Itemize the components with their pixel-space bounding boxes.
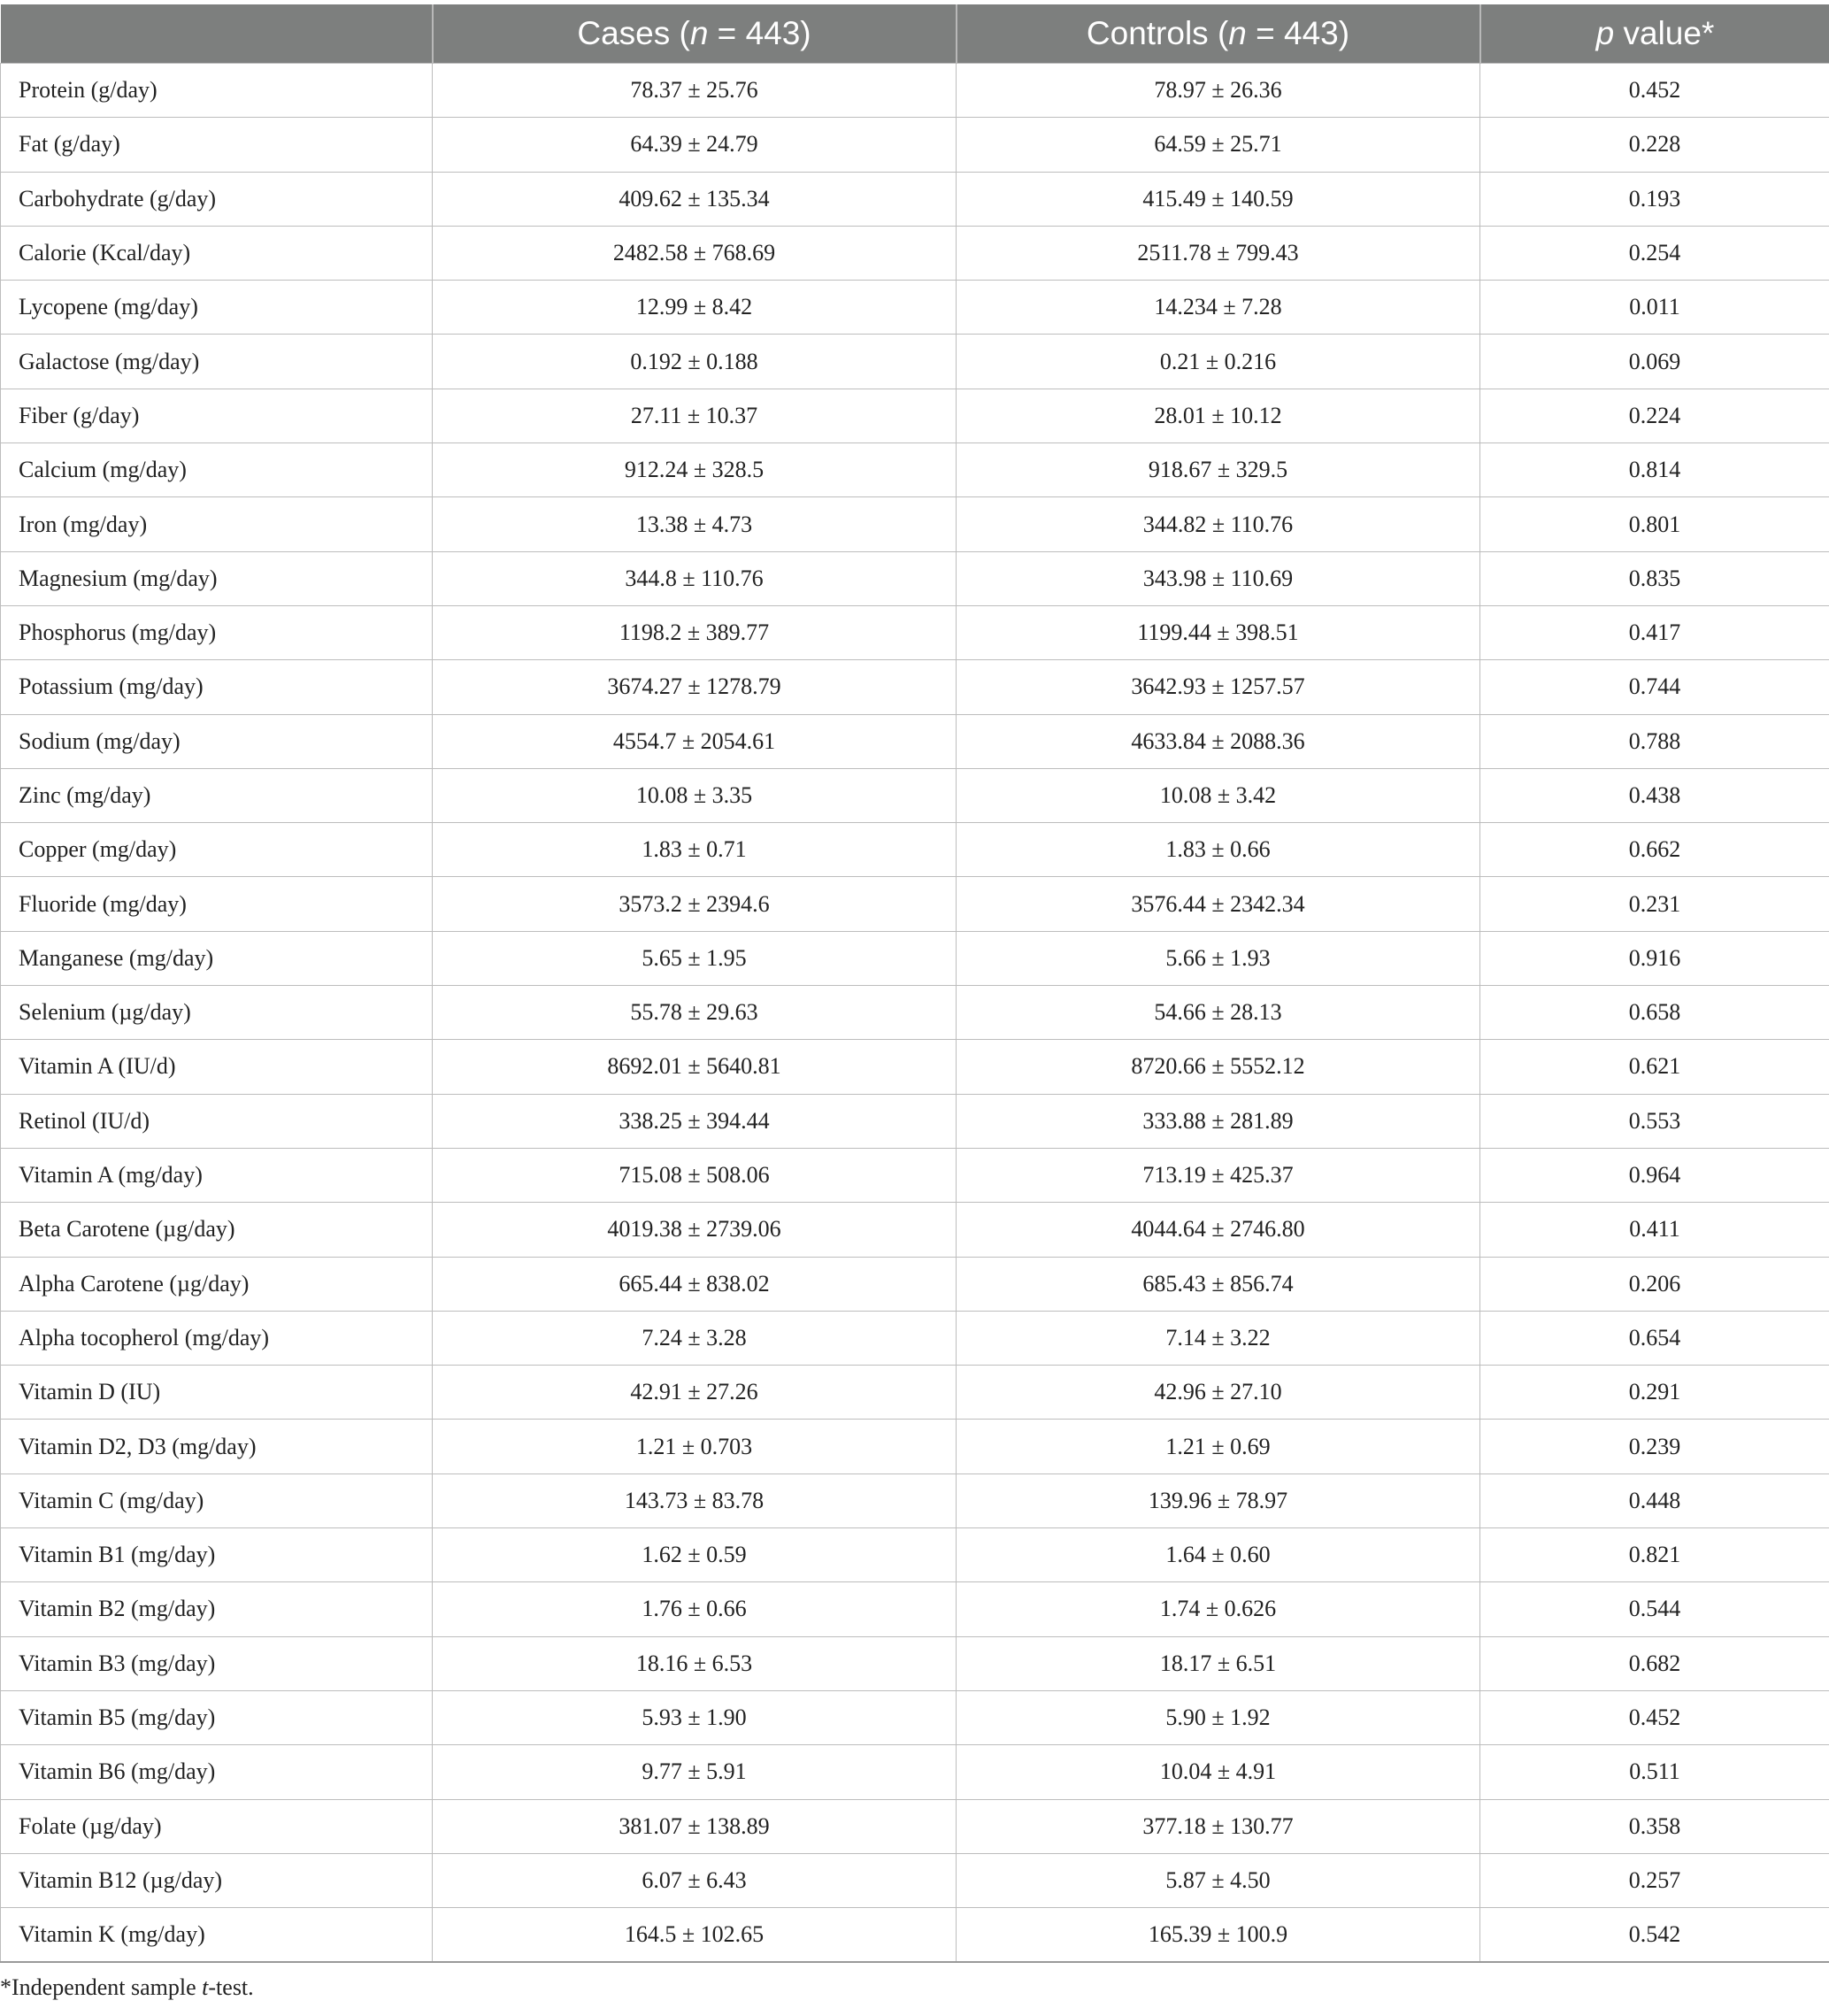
cases-value-cell: 10.08 ± 3.35 — [433, 768, 957, 822]
table-footnote: *Independent sample t-test. — [0, 1974, 254, 2000]
cases-value-cell: 3573.2 ± 2394.6 — [433, 877, 957, 931]
controls-value-cell: 918.67 ± 329.5 — [957, 443, 1480, 497]
header-cases: Cases (n = 443) — [433, 4, 957, 64]
nutrient-cell: Vitamin A (IU/d) — [1, 1040, 433, 1094]
table-row — [1, 1148, 1829, 1202]
nutrient-cell: Copper (mg/day) — [1, 823, 433, 877]
table-row — [1, 768, 1829, 822]
cases-value-cell: 2482.58 ± 768.69 — [433, 226, 957, 280]
table-row — [1, 1636, 1829, 1690]
p-value-cell: 0.654 — [1480, 1311, 1829, 1365]
table-row — [1, 497, 1829, 551]
p-value-cell: 0.254 — [1480, 226, 1829, 280]
controls-value-cell: 42.96 ± 27.10 — [957, 1366, 1480, 1420]
table-row — [1, 1690, 1829, 1744]
cases-value-cell: 3674.27 ± 1278.79 — [433, 660, 957, 714]
p-value-cell: 0.964 — [1480, 1148, 1829, 1202]
table-row — [1, 605, 1829, 659]
cases-value-cell: 1.62 ± 0.59 — [433, 1528, 957, 1582]
controls-value-cell: 4633.84 ± 2088.36 — [957, 714, 1480, 768]
cases-value-cell: 1198.2 ± 389.77 — [433, 605, 957, 659]
controls-value-cell: 333.88 ± 281.89 — [957, 1094, 1480, 1148]
nutrient-cell: Vitamin D2, D3 (mg/day) — [1, 1420, 433, 1474]
table-row — [1, 551, 1829, 605]
controls-value-cell: 1.21 ± 0.69 — [957, 1420, 1480, 1474]
table-row — [1, 226, 1829, 280]
nutrient-intake-table — [0, 4, 1829, 1963]
p-value-cell: 0.452 — [1480, 64, 1829, 118]
table-row — [1, 1366, 1829, 1420]
table-row — [1, 660, 1829, 714]
controls-value-cell: 713.19 ± 425.37 — [957, 1148, 1480, 1202]
cases-value-cell: 7.24 ± 3.28 — [433, 1311, 957, 1365]
table-row — [1, 1799, 1829, 1853]
nutrient-cell: Fluoride (mg/day) — [1, 877, 433, 931]
nutrient-cell: Phosphorus (mg/day) — [1, 605, 433, 659]
p-value-cell: 0.448 — [1480, 1474, 1829, 1527]
table-row — [1, 1745, 1829, 1799]
table-row — [1, 931, 1829, 985]
controls-value-cell: 1.83 ± 0.66 — [957, 823, 1480, 877]
cases-value-cell: 715.08 ± 508.06 — [433, 1148, 957, 1202]
p-value-cell: 0.744 — [1480, 660, 1829, 714]
p-value-cell: 0.239 — [1480, 1420, 1829, 1474]
p-value-cell: 0.801 — [1480, 497, 1829, 551]
table-row — [1, 1203, 1829, 1257]
controls-value-cell: 377.18 ± 130.77 — [957, 1799, 1480, 1853]
p-value-cell: 0.193 — [1480, 172, 1829, 226]
nutrient-cell: Vitamin D (IU) — [1, 1366, 433, 1420]
nutrient-cell: Fiber (g/day) — [1, 389, 433, 442]
nutrient-cell: Alpha Carotene (µg/day) — [1, 1257, 433, 1311]
table-row — [1, 1311, 1829, 1365]
cases-value-cell: 912.24 ± 328.5 — [433, 443, 957, 497]
controls-value-cell: 1.64 ± 0.60 — [957, 1528, 1480, 1582]
p-value-cell: 0.821 — [1480, 1528, 1829, 1582]
nutrient-cell: Protein (g/day) — [1, 64, 433, 118]
nutrient-cell: Vitamin A (mg/day) — [1, 1148, 433, 1202]
table-row — [1, 1474, 1829, 1527]
nutrient-cell: Galactose (mg/day) — [1, 335, 433, 389]
header-controls: Controls (n = 443) — [957, 4, 1480, 64]
cases-value-cell: 9.77 ± 5.91 — [433, 1745, 957, 1799]
nutrient-cell: Calcium (mg/day) — [1, 443, 433, 497]
nutrient-cell: Beta Carotene (µg/day) — [1, 1203, 433, 1257]
nutrient-cell: Fat (g/day) — [1, 118, 433, 172]
cases-value-cell: 6.07 ± 6.43 — [433, 1853, 957, 1907]
cases-value-cell: 1.76 ± 0.66 — [433, 1582, 957, 1636]
table-row — [1, 877, 1829, 931]
controls-value-cell: 10.08 ± 3.42 — [957, 768, 1480, 822]
table-row — [1, 1528, 1829, 1582]
nutrient-cell: Vitamin B6 (mg/day) — [1, 1745, 433, 1799]
p-value-cell: 0.417 — [1480, 605, 1829, 659]
cases-value-cell: 1.21 ± 0.703 — [433, 1420, 957, 1474]
table-row — [1, 823, 1829, 877]
nutrient-cell: Zinc (mg/day) — [1, 768, 433, 822]
controls-value-cell: 2511.78 ± 799.43 — [957, 226, 1480, 280]
table-row — [1, 443, 1829, 497]
cases-value-cell: 27.11 ± 10.37 — [433, 389, 957, 442]
nutrient-cell: Retinol (IU/d) — [1, 1094, 433, 1148]
p-value-cell: 0.011 — [1480, 281, 1829, 335]
header-p-value: p value* — [1480, 4, 1829, 64]
table-row — [1, 1094, 1829, 1148]
nutrient-cell: Iron (mg/day) — [1, 497, 433, 551]
cases-value-cell: 12.99 ± 8.42 — [433, 281, 957, 335]
p-value-cell: 0.788 — [1480, 714, 1829, 768]
cases-value-cell: 338.25 ± 394.44 — [433, 1094, 957, 1148]
controls-value-cell: 1.74 ± 0.626 — [957, 1582, 1480, 1636]
controls-value-cell: 5.66 ± 1.93 — [957, 931, 1480, 985]
p-value-cell: 0.835 — [1480, 551, 1829, 605]
cases-value-cell: 4554.7 ± 2054.61 — [433, 714, 957, 768]
controls-value-cell: 18.17 ± 6.51 — [957, 1636, 1480, 1690]
cases-value-cell: 665.44 ± 838.02 — [433, 1257, 957, 1311]
table-row — [1, 335, 1829, 389]
cases-value-cell: 78.37 ± 25.76 — [433, 64, 957, 118]
nutrient-cell: Carbohydrate (g/day) — [1, 172, 433, 226]
p-value-cell: 0.553 — [1480, 1094, 1829, 1148]
p-value-cell: 0.358 — [1480, 1799, 1829, 1853]
controls-value-cell: 3576.44 ± 2342.34 — [957, 877, 1480, 931]
p-value-cell: 0.621 — [1480, 1040, 1829, 1094]
nutrient-cell: Alpha tocopherol (mg/day) — [1, 1311, 433, 1365]
p-value-cell: 0.542 — [1480, 1908, 1829, 1963]
table-row — [1, 64, 1829, 118]
controls-value-cell: 1199.44 ± 398.51 — [957, 605, 1480, 659]
cases-value-cell: 0.192 ± 0.188 — [433, 335, 957, 389]
cases-value-cell: 344.8 ± 110.76 — [433, 551, 957, 605]
p-value-cell: 0.682 — [1480, 1636, 1829, 1690]
controls-value-cell: 165.39 ± 100.9 — [957, 1908, 1480, 1963]
p-value-cell: 0.206 — [1480, 1257, 1829, 1311]
controls-value-cell: 10.04 ± 4.91 — [957, 1745, 1480, 1799]
table-header-row — [1, 4, 1829, 64]
controls-value-cell: 5.90 ± 1.92 — [957, 1690, 1480, 1744]
nutrient-cell: Manganese (mg/day) — [1, 931, 433, 985]
controls-value-cell: 3642.93 ± 1257.57 — [957, 660, 1480, 714]
controls-value-cell: 343.98 ± 110.69 — [957, 551, 1480, 605]
controls-value-cell: 685.43 ± 856.74 — [957, 1257, 1480, 1311]
controls-value-cell: 4044.64 ± 2746.80 — [957, 1203, 1480, 1257]
nutrient-cell: Vitamin B2 (mg/day) — [1, 1582, 433, 1636]
table-row — [1, 714, 1829, 768]
table-row — [1, 1420, 1829, 1474]
nutrient-cell: Magnesium (mg/day) — [1, 551, 433, 605]
table-row — [1, 986, 1829, 1040]
controls-value-cell: 64.59 ± 25.71 — [957, 118, 1480, 172]
p-value-cell: 0.411 — [1480, 1203, 1829, 1257]
cases-value-cell: 409.62 ± 135.34 — [433, 172, 957, 226]
controls-value-cell: 415.49 ± 140.59 — [957, 172, 1480, 226]
p-value-cell: 0.658 — [1480, 986, 1829, 1040]
table-row — [1, 281, 1829, 335]
controls-value-cell: 344.82 ± 110.76 — [957, 497, 1480, 551]
nutrient-cell: Sodium (mg/day) — [1, 714, 433, 768]
nutrient-cell: Vitamin K (mg/day) — [1, 1908, 433, 1963]
p-value-cell: 0.511 — [1480, 1745, 1829, 1799]
p-value-cell: 0.662 — [1480, 823, 1829, 877]
cases-value-cell: 5.93 ± 1.90 — [433, 1690, 957, 1744]
table-row — [1, 172, 1829, 226]
table-row — [1, 389, 1829, 442]
controls-value-cell: 0.21 ± 0.216 — [957, 335, 1480, 389]
cases-value-cell: 4019.38 ± 2739.06 — [433, 1203, 957, 1257]
p-value-cell: 0.257 — [1480, 1853, 1829, 1907]
nutrient-cell: Calorie (Kcal/day) — [1, 226, 433, 280]
p-value-cell: 0.231 — [1480, 877, 1829, 931]
controls-value-cell: 5.87 ± 4.50 — [957, 1853, 1480, 1907]
table-row — [1, 1582, 1829, 1636]
nutrient-cell: Vitamin B1 (mg/day) — [1, 1528, 433, 1582]
p-value-cell: 0.069 — [1480, 335, 1829, 389]
cases-value-cell: 64.39 ± 24.79 — [433, 118, 957, 172]
table-row — [1, 1040, 1829, 1094]
p-value-cell: 0.438 — [1480, 768, 1829, 822]
controls-value-cell: 54.66 ± 28.13 — [957, 986, 1480, 1040]
controls-value-cell: 14.234 ± 7.28 — [957, 281, 1480, 335]
controls-value-cell: 78.97 ± 26.36 — [957, 64, 1480, 118]
nutrient-cell: Vitamin C (mg/day) — [1, 1474, 433, 1527]
nutrient-cell: Lycopene (mg/day) — [1, 281, 433, 335]
nutrient-cell: Folate (µg/day) — [1, 1799, 433, 1853]
cases-value-cell: 164.5 ± 102.65 — [433, 1908, 957, 1963]
cases-value-cell: 55.78 ± 29.63 — [433, 986, 957, 1040]
nutrient-cell: Selenium (µg/day) — [1, 986, 433, 1040]
cases-value-cell: 1.83 ± 0.71 — [433, 823, 957, 877]
nutrient-cell: Potassium (mg/day) — [1, 660, 433, 714]
cases-value-cell: 8692.01 ± 5640.81 — [433, 1040, 957, 1094]
cases-value-cell: 381.07 ± 138.89 — [433, 1799, 957, 1853]
p-value-cell: 0.228 — [1480, 118, 1829, 172]
p-value-cell: 0.224 — [1480, 389, 1829, 442]
cases-value-cell: 13.38 ± 4.73 — [433, 497, 957, 551]
cases-value-cell: 42.91 ± 27.26 — [433, 1366, 957, 1420]
cases-value-cell: 143.73 ± 83.78 — [433, 1474, 957, 1527]
nutrient-cell: Vitamin B3 (mg/day) — [1, 1636, 433, 1690]
p-value-cell: 0.452 — [1480, 1690, 1829, 1744]
controls-value-cell: 8720.66 ± 5552.12 — [957, 1040, 1480, 1094]
table-row — [1, 1853, 1829, 1907]
nutrient-cell: Vitamin B12 (µg/day) — [1, 1853, 433, 1907]
p-value-cell: 0.814 — [1480, 443, 1829, 497]
p-value-cell: 0.291 — [1480, 1366, 1829, 1420]
controls-value-cell: 139.96 ± 78.97 — [957, 1474, 1480, 1527]
table-row — [1, 1908, 1829, 1963]
nutrient-intake-table-container — [0, 4, 1829, 1963]
cases-value-cell: 18.16 ± 6.53 — [433, 1636, 957, 1690]
controls-value-cell: 28.01 ± 10.12 — [957, 389, 1480, 442]
cases-value-cell: 5.65 ± 1.95 — [433, 931, 957, 985]
controls-value-cell: 7.14 ± 3.22 — [957, 1311, 1480, 1365]
table-row — [1, 118, 1829, 172]
nutrient-cell: Vitamin B5 (mg/day) — [1, 1690, 433, 1744]
table-row — [1, 1257, 1829, 1311]
table-body — [1, 64, 1829, 1963]
p-value-cell: 0.544 — [1480, 1582, 1829, 1636]
p-value-cell: 0.916 — [1480, 931, 1829, 985]
header-nutrient — [1, 4, 433, 64]
